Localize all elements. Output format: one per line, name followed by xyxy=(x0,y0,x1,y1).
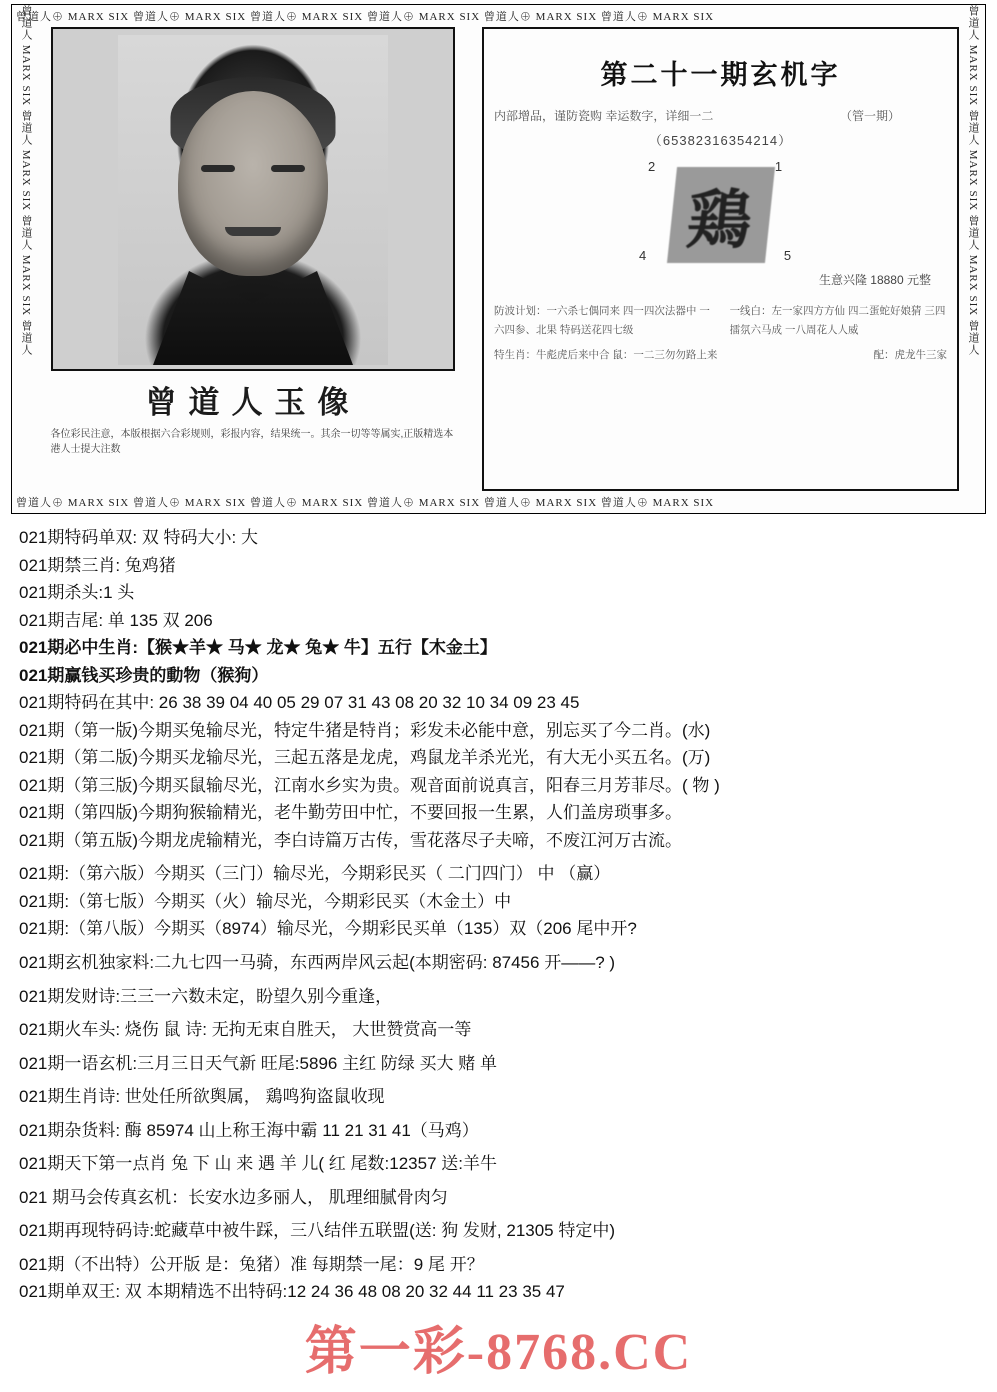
oracle-panel xyxy=(482,27,959,491)
portrait-photo xyxy=(118,35,388,365)
forecast-line: 021期火车头: 烧伤 鼠 诗: 无拘无束自胜天， 大世赞赏高一等 xyxy=(19,1020,472,1040)
oracle-subtitle-left: 内部增品，谨防瓷购 幸运数字，详细一二 xyxy=(494,109,714,123)
oracle-footer-bottom-left: 特生肖：牛彪虎后来中合 鼠：一二三勿勿路上来 xyxy=(494,349,718,362)
portrait-frame xyxy=(51,27,455,371)
oracle-code: （65382316354214） xyxy=(648,133,793,149)
corner-number-5: 5 xyxy=(783,248,792,264)
poster-image xyxy=(11,4,986,514)
forecast-text-body xyxy=(11,524,986,1306)
poster-band-bottom: 曾道人⊕ MARX SIX 曾道人⊕ MARX SIX 曾道人⊕ MARX SIX 曾道人⊕ MARX SIX 曾道人⊕ MARX SIX 曾道人⊕ MARX SIX xyxy=(16,497,715,509)
forecast-line: 021期生肖诗: 世处任所欲舆属， 鶏鸣狗盗鼠收现 xyxy=(19,1087,385,1107)
forecast-line: 021期特码在其中: 26 38 39 04 40 05 29 07 31 43 08 20 32 10 34 09 23 45 xyxy=(19,693,580,713)
forecast-line: 021期（第四版)今期狗猴输精光，老牛勤劳田中忙，不要回报一生累，人们盖房琐事多。 xyxy=(19,803,683,823)
forecast-line: 021期一语玄机:三月三日天气新 旺尾:5896 主红 防绿 买大 赌 单 xyxy=(19,1053,497,1073)
portrait-block xyxy=(38,27,468,491)
forecast-line: 021期吉尾: 单 135 双 206 xyxy=(19,610,213,630)
collar-shape xyxy=(153,265,353,365)
mouth-shape xyxy=(225,227,281,236)
forecast-line: 021期（不出特）公开版 是：兔猪）准 每期禁一尾：9 尾 开？ xyxy=(19,1254,484,1274)
oracle-footer-bottom-right: 配：虎龙牛三家 xyxy=(873,349,947,362)
portrait-title: 曾道人玉像 xyxy=(145,385,361,420)
forecast-line: 021期:（第六版）今期买（三门）输尽光，今期彩民买（ 二门四门） 中 （赢） xyxy=(19,864,611,884)
oracle-footer-left: 防波计划：一六杀七偶同来 四一四次法器中 一六四参、北果 特码送花四七级 xyxy=(494,305,710,337)
eye-right xyxy=(271,165,305,172)
forecast-line: 021期杂货料: 酶 85974 山上称王海中霸 11 21 31 41（马鸡） xyxy=(19,1120,479,1140)
corner-number-1: 1 xyxy=(774,159,783,175)
corner-number-2: 2 xyxy=(648,159,656,175)
forecast-line: 021期单双王: 双 本期精选不出特码:12 24 36 48 08 20 32 44 11 23 35 47 xyxy=(19,1282,565,1302)
oracle-price: 生意兴隆 18880 元整 xyxy=(818,273,931,288)
forecast-line: 021期赢钱买珍贵的動物（猴狗） xyxy=(19,665,269,685)
face-shape xyxy=(178,91,328,276)
portrait-note: 各位彩民注意，本版根据六合彩规则，彩报内容，结果统一。其余一切等等属实,正版精选本港人士提大注数 xyxy=(50,429,454,455)
forecast-line: 021期玄机独家料:二九七四一马骑，东西两岸风云起(本期密码: 87456 开——? ) xyxy=(19,952,616,972)
forecast-line: 021期（第三版)今期买鼠输尽光，江南水乡实为贵。观音面前说真言，阳春三月芳菲尽。( 物 ) xyxy=(19,775,720,795)
forecast-line: 021期（第一版)今期买兔输尽光，特定牛猪是特肖；彩发未必能中意，别忘买了今二肖。(水) xyxy=(19,720,711,740)
site-watermark: 第一彩-8768.CC xyxy=(304,1324,693,1381)
poster-band-right: 曾道人 MARX SIX 曾道人 MARX SIX 曾道人 MARX SIX 曾道人 xyxy=(967,5,979,356)
oracle-subtitle-right: （管一期） xyxy=(839,109,900,123)
corner-number-4: 4 xyxy=(638,248,647,264)
oracle-glyph-area xyxy=(494,159,947,269)
forecast-line: 021期发财诗:三三一六数未定，盼望久别今重逢， xyxy=(19,986,393,1006)
forecast-line: 021期杀头:1 头 xyxy=(19,583,135,603)
oracle-footer xyxy=(494,302,947,365)
forecast-line: 021期（第五版)今期龙虎输精光，李白诗篇万古传，雪花落尽子夫啼，不废江河万古流。 xyxy=(19,830,683,850)
forecast-line: 021期特码单双: 双 特码大小: 大 xyxy=(19,528,258,547)
forecast-line: 021期:（第七版）今期买（火）输尽光，今期彩民买（木金土）中 xyxy=(19,891,512,911)
oracle-subtitle-row xyxy=(494,106,947,126)
forecast-line: 021期（第二版)今期买龙输尽光，三起五落是龙虎，鸡鼠龙羊杀光光，有大无小买五名。(万) xyxy=(19,748,711,768)
poster-inner xyxy=(38,27,959,491)
poster-band-top: 曾道人⊕ MARX SIX 曾道人⊕ MARX SIX 曾道人⊕ MARX SIX 曾道人⊕ MARX SIX 曾道人⊕ MARX SIX 曾道人⊕ MARX SIX xyxy=(16,11,715,23)
oracle-glyph: 鶏 xyxy=(666,167,774,263)
forecast-line: 021期必中生肖:【猴★羊★ 马★ 龙★ 兔★ 牛】五行【木金土】 xyxy=(19,638,497,658)
eye-left xyxy=(201,165,235,172)
forecast-line: 021期:（第八版）今期买（8974）输尽光，今期彩民买单（135）双（206 尾中开? xyxy=(19,919,637,939)
poster-band-left: 曾道人 MARX SIX 曾道人 MARX SIX 曾道人 MARX SIX 曾道人 xyxy=(20,5,32,356)
oracle-footer-right: 一线白：左一家四方方仙 四二蛋蛇好娘猜 三四擂氛六马成 一八周花人人威 xyxy=(729,305,946,337)
forecast-line: 021期天下第一点肖 兔 下 山 来 遇 羊 儿( 红 尾数:12357 送:羊牛 xyxy=(19,1154,497,1174)
forecast-line: 021期禁三肖: 兔鸡猪 xyxy=(19,555,176,575)
oracle-title: 第二十一期玄机字 xyxy=(600,60,841,90)
forecast-line: 021期再现特码诗:蛇藏草中被牛踩，三八结伴五联盟(送: 狗 发财, 21305 特定中) xyxy=(19,1221,616,1241)
forecast-line: 021 期马会传真玄机：长安水边多丽人， 肌理细腻骨肉匀 xyxy=(19,1187,448,1207)
